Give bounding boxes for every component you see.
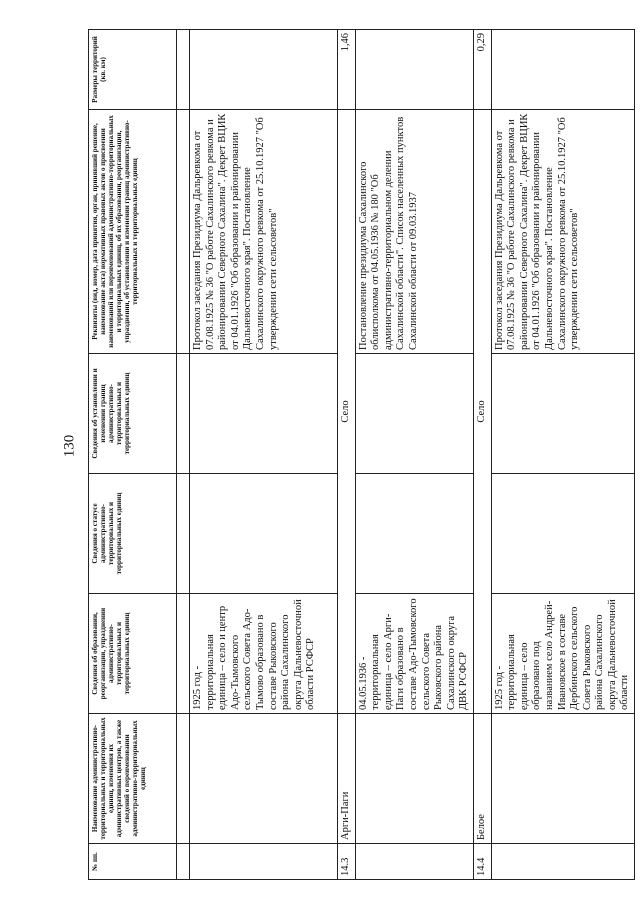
row-formation: 04.05.1936 - территориальная единица – село Арги-Паги образовано в составе Адо-Тымовского сельского Совета Рыковского района Сахалинского округа ДВК РСФСР [355,594,473,714]
table-row [355,30,473,880]
row-no: 14.4 [473,844,491,880]
row-requisites: Протокол заседания Президиума Дальревкома от 07.08.1925 № 36 "О работе Сахалинского ревкома и районировании Северного Сахалина". Декрет ВЦИК от 04.01.1926 "Об образовании и районировании Дальневосточного края". Постановление Сахалинского окружного ревкома от 25.10.1927 "Об утверждении сети сельсоветов" [491,110,635,354]
header-borders: Сведения об установлении и изменении границ административно-территориальных и территориальных единиц [89,354,177,474]
row-borders [491,354,635,474]
row-requisites: Протокол заседания Президиума Дальревкома от 07.08.1925 № 36 "О работе Сахалинского ревкома и районировании Северного Сахалина". Декрет ВЦИК от 04.01.1926 "Об образовании и районировании Дальневосточного края". Постановление Сахалинского окружного ревкома от 25.10.1927 "Об утверждении сети сельсоветов" [190,110,338,354]
row-status-span: Село [338,110,356,714]
row-status [190,474,338,594]
table-row-header [338,30,356,880]
table-row [190,30,338,880]
row-requisites: Постановление президиума Сахалинского облисполкома от 04.05.1936 № 180 "Об административно-территориальном делении Сахалинской области". Список населенных пунктов Сахалинской области от 09.03.1937 [355,110,473,354]
header-name: Наименование административно-территориальных и территориальных единиц, изменения их административных центров, а также сведений о переименовании административно-территориальных единиц [89,714,177,844]
header-requisites: Реквизиты (вид, номер, дата принятия, орган, принявший решение, наименование акта) нормативных правовых актов о присвоении наименований или переименований административно-территориальных и территориальных единиц, об их образовании, реорганизации, упразднении, об установлении и изменении границ административно-территориальных и территориальных единиц [89,110,177,354]
header-formation: Сведения об образовании, реорганизации, упразднении административно-территориальных и территориальных единиц [89,594,177,714]
row-size: 1,46 [338,30,356,110]
row-size [190,30,338,110]
page-number: 130 [61,434,78,458]
registry-table [88,29,635,880]
row-name: Арги-Паги [338,714,356,844]
header-no: № пп. [89,844,177,880]
rotated-table-container [88,30,631,880]
row-formation: 1925 год - территориальная единица – село образовано под названием село Андрей-Ивановское в составе Дербинского сельского Совета Рыковского района Сахалинского округа Дальневосточной области [491,594,635,714]
row-formation: 1925 год - территориальная единица – село и центр Адо-Тымовского сельского Совета Адо-Тымово образовано в составе Рыковского района Сахалинского округа Дальневосточной области РСФСР [190,594,338,714]
row-no [190,844,338,880]
header-status: Сведения о статусе административно-территориальных и территориальных единиц [89,474,177,594]
row-borders [355,354,473,474]
table-row-header [473,30,491,880]
row-no: 14.3 [338,844,356,880]
row-status [491,474,635,594]
row-status [355,474,473,594]
header-sub-row [177,30,190,880]
table-row [491,30,635,880]
row-name [190,714,338,844]
header-size: Размеры территорий (кв. км) [89,30,177,110]
row-status-span: Село [473,110,491,714]
row-size: 0,29 [473,30,491,110]
row-name: Белое [473,714,491,844]
header-row [89,30,177,880]
row-borders [190,354,338,474]
